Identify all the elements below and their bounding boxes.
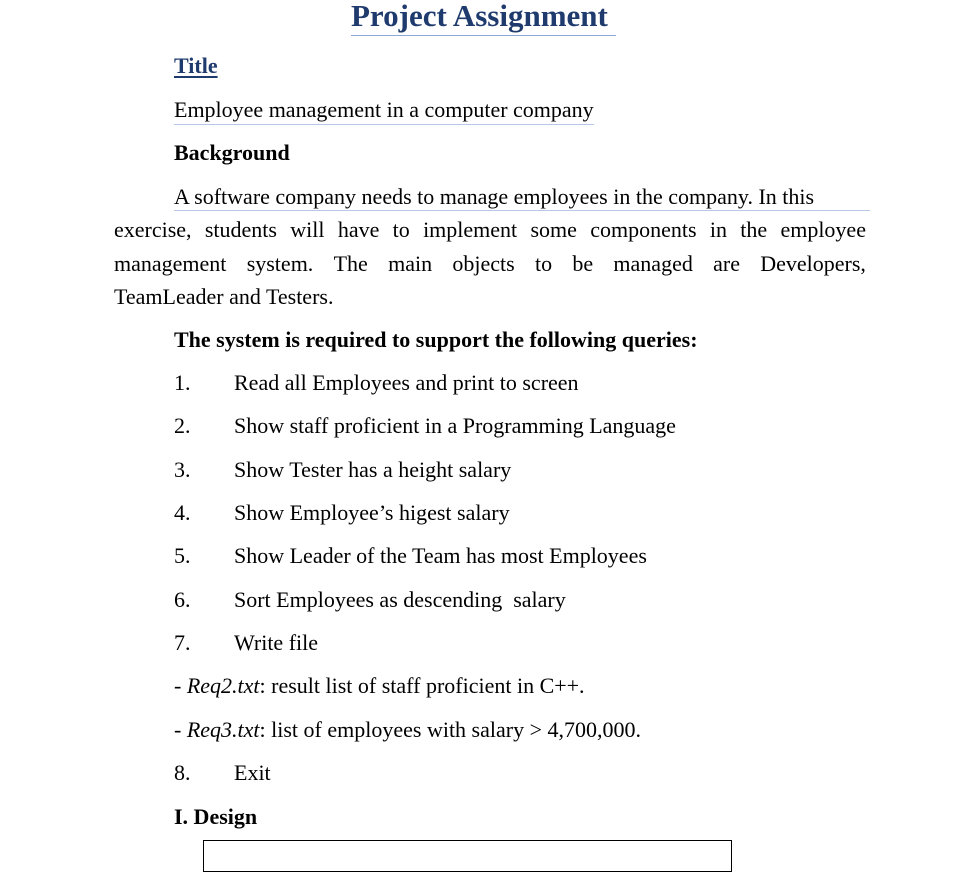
word: exercise, [114,217,192,242]
word: management [114,251,227,276]
file-item-desc: : result list of staff proficient in C++. [259,673,585,698]
query-text-8: Exit [234,760,271,785]
query-number-4: 4. [174,500,191,525]
word: are [713,251,740,276]
word: The [333,251,368,276]
query-number-6: 6. [174,587,191,612]
word: students [204,217,277,242]
file-item-prefix: - [174,673,187,698]
word: Developers, [760,251,866,276]
query-text-4: Show Employee’s higest salary [234,500,510,525]
word: main [388,251,433,276]
query-text-7: Write file [234,630,319,655]
word: will [290,217,325,242]
query-number-2: 2. [174,413,191,438]
word: some [530,217,577,242]
word: to [392,217,410,242]
file-item-req3 [174,717,641,743]
query-number-8: 8. [174,760,191,785]
section-label-design: I. Design [174,804,258,829]
section-label-background: Background [174,140,290,165]
query-number-5: 5. [174,543,191,568]
query-number-7: 7. [174,630,191,655]
word: to [534,251,553,276]
file-item-req2 [174,673,585,699]
query-text-5: Show Leader of the Team has most Employees [234,543,647,568]
word: implement [423,217,518,242]
section-label-title: Title [174,53,218,78]
word: components [590,217,697,242]
file-name-req3: Req3.txt [186,717,260,742]
word: the [740,217,768,242]
query-number-3: 3. [174,457,191,482]
word: have [337,217,380,242]
file-item-desc: : list of employees with salary > 4,700,000. [259,717,641,742]
word: system. [246,251,314,276]
queries-heading: The system is required to support the following queries: [174,327,698,352]
word: objects [452,251,515,276]
query-number-1: 1. [174,370,191,395]
project-title-text: Employee management in a computer company [174,97,594,125]
word: in [709,217,727,242]
design-diagram-box [203,840,732,872]
word: managed [613,251,693,276]
query-text-1: Read all Employees and print to screen [234,370,579,395]
word: be [572,251,594,276]
query-text-3: Show Tester has a height salary [234,457,512,482]
page-title: Project Assignment [351,0,616,36]
background-line-1: A software company needs to manage employees in the company. In this [174,184,870,211]
query-text-6: Sort Employees as descending salary [234,587,566,612]
file-item-prefix: - [174,717,187,742]
background-line-3 [114,251,866,277]
word: employee [780,217,866,242]
background-line-2 [114,217,866,243]
file-name-req2: Req2.txt [186,673,260,698]
query-text-2: Show staff proficient in a Programming Language [234,413,676,438]
background-line-4: TeamLeader and Testers. [114,284,334,309]
